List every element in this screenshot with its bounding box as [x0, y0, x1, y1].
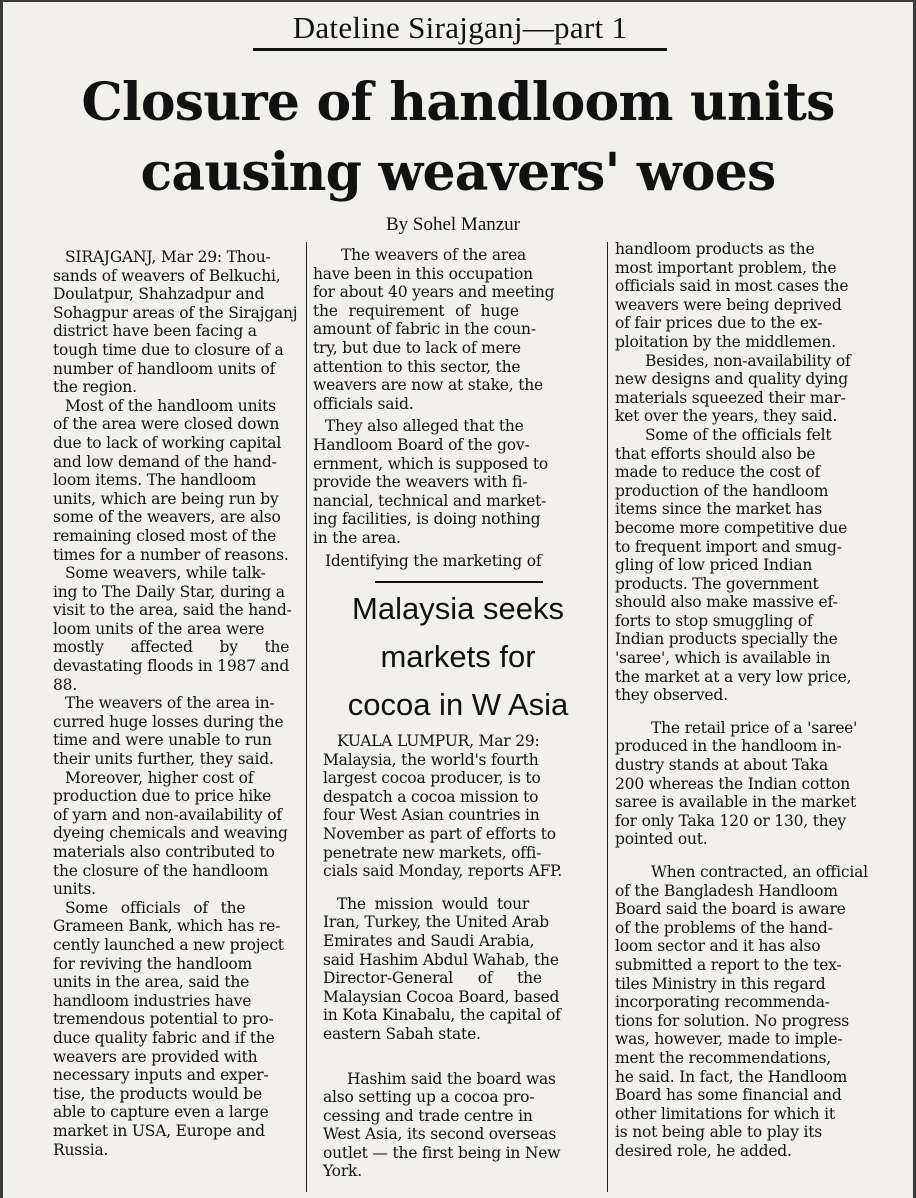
headline-line-1: Closure of handloom units — [81, 72, 835, 133]
sidebar-line: penetrate new markets, offi- — [323, 843, 542, 862]
col2-line: the requirement of huge — [313, 301, 519, 320]
col2-line: Handloom Board of the gov- — [313, 435, 530, 454]
col1-line: production due to price hike — [53, 787, 272, 806]
col3-line: items since the market has — [615, 500, 822, 519]
sidebar-rule — [375, 581, 543, 583]
col1-line: and low demand of the hand- — [53, 452, 277, 471]
col1-line: devastating floods in 1987 and — [53, 657, 290, 676]
sidebar-line — [323, 881, 603, 895]
sidebar-line: cessing and trade centre in — [323, 1106, 533, 1125]
column-rule-right — [607, 242, 608, 1192]
col2-line: for about 40 years and meeting — [313, 283, 555, 302]
col3-line: gling of low priced Indian — [615, 556, 813, 575]
sidebar-line: eastern Sabah state. — [323, 1024, 481, 1043]
col1-line: the region. — [53, 378, 137, 397]
sidebar-line: November as part of efforts to — [323, 824, 556, 843]
sidebar-line: Director-General of the — [323, 969, 542, 988]
col1-line: tremendous potential to pro- — [53, 1010, 274, 1029]
col3-line: 'saree', which is available in — [615, 649, 831, 668]
section-kicker: Dateline Sirajganj—part 1 — [253, 8, 667, 51]
col1-line: weavers are provided with — [53, 1047, 258, 1066]
col3-line: handloom products as the — [615, 240, 815, 258]
col3-line: tiles Ministry in this regard — [615, 974, 826, 993]
sidebar-headline — [313, 585, 603, 729]
col1-line: of yarn and non-availability of — [53, 805, 282, 824]
col1-line: Russia. — [53, 1140, 109, 1159]
col3-line — [615, 705, 905, 719]
col3-line: tions for solution. No progress — [615, 1011, 850, 1030]
sidebar-line: Hashim said the board was — [347, 1069, 556, 1088]
col1-line: ing to The Daily Star, during a — [53, 582, 285, 601]
sidebar-headline-line-2: markets for — [380, 639, 536, 674]
sidebar-line: outlet — the first being in New — [323, 1143, 561, 1162]
col1-line: Most of the handloom units — [65, 396, 276, 415]
col3-line: 200 whereas the Indian cotton — [615, 774, 851, 793]
col2-line: amount of fabric in the coun- — [313, 320, 536, 339]
col1-line: remaining closed most of the — [53, 526, 277, 545]
col3-line: The retail price of a 'saree' — [651, 718, 858, 737]
col1-line: market in USA, Europe and — [53, 1121, 265, 1140]
col1-line: necessary inputs and exper- — [53, 1066, 269, 1085]
col1-line: their units further, they said. — [53, 750, 274, 769]
col2-line: nancial, technical and market- — [313, 491, 547, 510]
col3-line: Some of the officials felt — [645, 425, 832, 444]
col1-line: Moreover, higher cost of — [65, 768, 254, 787]
sidebar-headline-line-3: cocoa in W Asia — [347, 687, 569, 722]
col2-line: weavers are now at stake, the — [313, 376, 543, 395]
col3-line: become more competitive due — [615, 518, 848, 537]
col3-line: of the Bangladesh Handloom — [615, 881, 838, 900]
col3-line: submitted a report to the tex- — [615, 955, 842, 974]
article-column-3 — [615, 240, 905, 1161]
col1-line: sands of weavers of Belkuchi, — [53, 266, 281, 285]
col3-line: new designs and quality dying — [615, 370, 848, 389]
col2-line: in the area. — [313, 528, 401, 547]
col1-line: Doulatpur, Shahzadpur and — [53, 285, 265, 304]
col1-line: Sohagpur areas of the Sirajganj — [53, 303, 298, 322]
col3-line: that efforts should also be — [615, 444, 816, 463]
col1-line: dyeing chemicals and weaving — [53, 824, 288, 843]
sidebar-line: in Kota Kinabalu, the capital of — [323, 1006, 561, 1025]
col3-line: weavers were being deprived — [615, 295, 842, 314]
col3-line: loom sector and it has also — [615, 937, 821, 956]
col1-line: SIRAJGANJ, Mar 29: Thou- — [65, 248, 271, 266]
col2-line: Identifying the marketing of — [325, 551, 542, 570]
sidebar-line: also setting up a cocoa pro- — [323, 1088, 535, 1107]
col1-line: for reviving the handloom — [53, 954, 253, 973]
col1-line: materials also contributed to — [53, 843, 275, 861]
col3-line: Board said the board is aware — [615, 900, 846, 919]
col3-line: Board has some financial and — [615, 1086, 842, 1105]
col1-line: units in the area, said the — [53, 973, 250, 992]
sidebar-line: four West Asian countries in — [323, 806, 540, 825]
col3-line: ket over the years, they said. — [615, 407, 838, 426]
sidebar-line: Malaysia, the world's fourth — [323, 750, 539, 769]
col1-line: able to capture even a large — [53, 1103, 269, 1122]
col3-line: other limitations for which it — [615, 1104, 835, 1123]
col3-line: pointed out. — [615, 830, 708, 849]
col3-line: officials said in most cases the — [615, 277, 849, 296]
col2-line: The weavers of the area — [341, 246, 527, 264]
col3-line: he said. In fact, the Handloom — [615, 1067, 848, 1086]
sidebar-line: despatch a cocoa mission to — [323, 787, 539, 806]
col3-line: of the problems of the hand- — [615, 918, 833, 937]
col3-line: was, however, made to imple- — [615, 1030, 843, 1049]
col2-line: provide the weavers with fi- — [313, 473, 528, 492]
col1-line: times for a number of reasons. — [53, 545, 289, 564]
col1-line: Some weavers, while talk- — [65, 564, 266, 583]
col3-line: ment the recommendations, — [615, 1048, 832, 1067]
col3-line: dustry stands at about Taka — [615, 756, 829, 775]
col1-line: some of the weavers, are also — [53, 508, 281, 527]
col2-line: They also alleged that the — [325, 417, 524, 436]
col2-line: officials said. — [313, 394, 414, 413]
col3-line: Indian products specially the — [615, 630, 838, 649]
col3-line: made to reduce the cost of — [615, 463, 821, 482]
article-column-1 — [53, 248, 303, 1159]
sidebar-line: said Hashim Abdul Wahab, the — [323, 950, 559, 969]
col3-line: the market at a very low price, — [615, 667, 852, 686]
col2-line: ernment, which is supposed to — [313, 454, 548, 473]
col1-line: number of handloom units of — [53, 359, 276, 378]
col3-line: they observed. — [615, 686, 728, 705]
col1-line: loom items. The handloom — [53, 471, 257, 490]
headline-line-2: causing weavers' woes — [140, 142, 776, 203]
col3-line: should also make massive ef- — [615, 593, 838, 612]
col2-line: attention to this sector, the — [313, 357, 521, 376]
col1-line: units. — [53, 880, 96, 899]
col1-line: units, which are being run by — [53, 489, 279, 508]
col2-line: try, but due to lack of mere — [313, 338, 521, 357]
sidebar-line: Iran, Turkey, the United Arab — [323, 913, 549, 932]
sidebar-line — [323, 1044, 603, 1070]
col3-line: of fair prices due to the ex- — [615, 314, 823, 333]
sidebar-line: West Asia, its second overseas — [323, 1125, 557, 1144]
col3-line: incorporating recommenda- — [615, 993, 830, 1012]
sidebar-headline-line-1: Malaysia seeks — [352, 591, 564, 626]
col3-line: products. The government — [615, 574, 819, 593]
col1-line: duce quality fabric and if the — [53, 1028, 275, 1047]
sidebar-line: The mission would tour — [337, 894, 530, 913]
col1-line: of the area were closed down — [53, 415, 280, 434]
byline: By Sohel Manzur — [385, 214, 521, 235]
col1-line: time and were unable to run — [53, 731, 272, 750]
main-headline — [3, 68, 913, 208]
col1-line: district have been facing a — [53, 322, 257, 341]
col1-line: tise, the products would be — [53, 1084, 262, 1103]
col1-line: loom units of the area were — [53, 619, 265, 638]
col1-line: cently launched a new project — [53, 935, 284, 954]
col3-line: forts to stop smuggling of — [615, 611, 813, 630]
col1-line: curred huge losses during the — [53, 712, 284, 731]
col1-line: tough time due to closure of a — [53, 340, 284, 359]
col3-line: production of the handloom — [615, 481, 829, 500]
col1-line: visit to the area, said the hand- — [53, 601, 292, 620]
col2-line: have been in this occupation — [313, 264, 533, 283]
col2-line: ing facilities, is doing nothing — [313, 510, 541, 529]
sidebar-body — [323, 732, 603, 1181]
col1-line: Grameen Bank, which has re- — [53, 917, 281, 936]
col3-line — [615, 849, 905, 863]
sidebar-line: KUALA LUMPUR, Mar 29: — [337, 732, 540, 750]
sidebar-line: York. — [323, 1162, 362, 1181]
col3-line: desired role, he added. — [615, 1141, 792, 1160]
col3-line: ploitation by the middlemen. — [615, 332, 836, 351]
col1-line: The weavers of the area in- — [65, 694, 275, 713]
column-rule-left — [306, 242, 307, 1192]
col1-line: handloom industries have — [53, 991, 252, 1010]
article-column-2 — [313, 246, 599, 570]
col3-line: When contracted, an official — [651, 863, 868, 881]
col3-line: to frequent import and smug- — [615, 537, 842, 556]
col1-line: Some officials of the — [65, 898, 246, 917]
col3-line: Besides, non-availability of — [645, 351, 851, 370]
col1-line: mostly affected by the — [53, 638, 290, 657]
col3-line: most important problem, the — [615, 258, 837, 277]
col3-line: saree is available in the market — [615, 793, 857, 812]
col3-line: materials squeezed their mar- — [615, 388, 846, 407]
sidebar-line: largest cocoa producer, is to — [323, 769, 541, 788]
col3-line: for only Taka 120 or 130, they — [615, 811, 847, 830]
col3-line: produced in the handloom in- — [615, 737, 842, 756]
sidebar-line: Malaysian Cocoa Board, based — [323, 987, 560, 1006]
sidebar-line: cials said Monday, reports AFP. — [323, 862, 562, 881]
col1-line: due to lack of working capital — [53, 433, 282, 452]
col1-line: the closure of the handloom — [53, 861, 269, 880]
col1-line: 88. — [53, 675, 78, 694]
col3-line: is not being able to play its — [615, 1123, 823, 1142]
sidebar-line: Emirates and Saudi Arabia, — [323, 931, 535, 950]
